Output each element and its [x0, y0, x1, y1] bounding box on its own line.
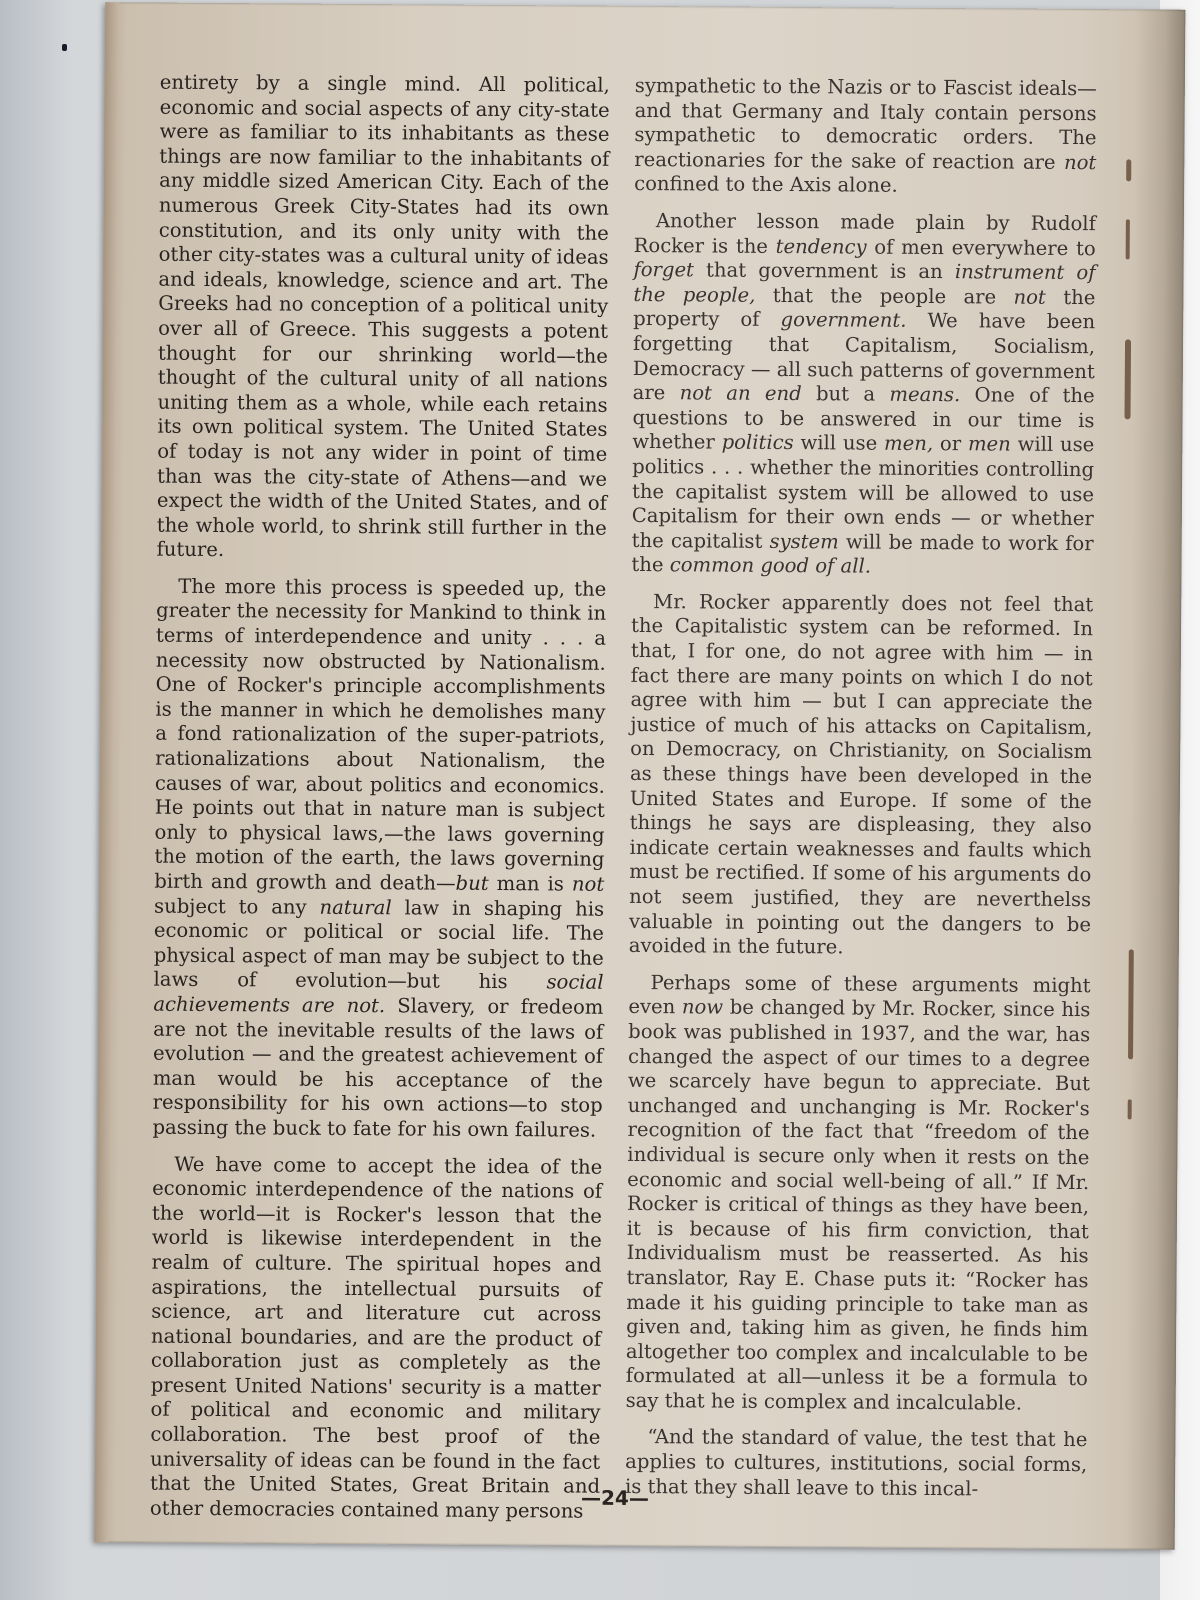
paragraph — [156, 71, 609, 566]
paragraph — [150, 1152, 603, 1524]
paragraph-text: that government is an — [693, 258, 955, 284]
italic-text: not — [1063, 150, 1097, 174]
italic-text: common good of all. — [669, 553, 872, 578]
italic-text: instrument of the people, — [633, 260, 1096, 307]
italic-text: system — [769, 529, 839, 554]
stain-mark — [1126, 159, 1131, 181]
paragraph — [152, 574, 606, 1143]
paragraph-text: law in shaping his economic or political or social life. The physical aspect of man may be subject to the laws of evolution—but his — [153, 895, 605, 994]
italic-text: but — [455, 871, 489, 895]
stain-mark — [1126, 219, 1130, 259]
paragraph-text: entirety by a single mind. All political, economic and social aspects of any city-state were as familiar to its inhabitants as these things are now familiar to the inhabitants of any middle sized American City. Each of the numerous Greek City-States had its own constitution, and its only unity with the other city-states was a cultural unity of ideas and ideals, knowledge, science and art. The Greeks had no conception of a political unity over all of Greece. This suggests a potent thought for our shrinking world—the thought of the cultural unity of all nations uniting them as a whole, while each retains its own political system. The United States of today is not any wider in point of time than was the city-state of Athens—and we expect the width of the United States, and of the whole world, to shrink still further in the future. — [156, 70, 610, 562]
page-number: —24— — [580, 1485, 649, 1511]
paragraph-text: be changed by Mr. Rocker, since his book was published in 1937, and the war, has changed the aspect of our times to a degree we scarcely have begun to appreciate. But unchanged and unchanging is Mr. Rocker's recognition of the fact that “freedom of the individual is secure only when it rests on the economic and social well-being of all.” If Mr. Rocker is critical of things as they have been, it is because of his firm conviction, that Individualism must be reasserted. As his translator, Ray E. Chase puts it: “Rocker has made it his guiding principle to take man as given and, taking him as given, he finds him altogether too complex and incalculable to be formulated at all—unless it be a formula to say that he is complex and incalculable. — [625, 995, 1091, 1415]
paragraph-text: of men everywhere to — [866, 235, 1096, 260]
paragraph-text: The more this process is speeded up, the greater the necessity for Mankind to think in terms of interdependence and unity . . . a necessity now obstructed by Nationalism. One of Rocker's principle accomplishments is the manner in which he demolishes many a fond rationalization of the super-patriots, rationalizations about Nationalism, the causes of war, about politics and economics. He points out that in nature man is subject only to physical laws,—the laws governing the motion of the earth, the laws governing birth and growth and death— — [154, 574, 607, 895]
paragraph-text: or — [933, 432, 969, 456]
italic-text: means. — [889, 382, 961, 407]
stain-mark — [1125, 339, 1132, 419]
paragraph — [629, 590, 1094, 962]
paragraph-text: will use — [793, 431, 885, 456]
ink-speck — [62, 44, 67, 51]
paragraph-text: One of the questions to be answered in our time is whether — [632, 383, 1095, 454]
left-column — [150, 71, 610, 1537]
italic-text: social achievements are not. — [153, 970, 604, 1018]
page-edge — [95, 2, 120, 1542]
paragraph-text: Mr. Rocker apparently does not feel that the Capitalistic system can be reformed. In that, I for one, do not agree with him — in fact there are many points on which I do not agree with him — but I can appreciate the justice of much of his attacks on Capitalism, on Democracy, on Christianity, on Socialism as these things have been developed in the United States and Europe. If some of the things he says are displeasing, they also indicate certain weaknesses and faults which must be rectified. If some of his arguments do not seem justified, they are neverthelss valuable in pointing out the dangers to be avoided in the future. — [628, 589, 1094, 959]
right-column — [625, 74, 1097, 1514]
paragraph-text: We have come to accept the idea of the economic interdependence of the nations of the world—it is Rocker's lesson that the world is likewise interdependent in the realm of culture. The spiritual hopes and aspirations, the intellectual pursuits of science, art and literature cut across national boundaries, and are the product of collaboration just as completely as the present United Nations' security is a matter of political and economic and military collaboration. The best proof of the universality of ideas can be found in the fact that the United States, Great Britain and other democracies contained many persons — [149, 1152, 603, 1523]
paragraph — [634, 74, 1097, 200]
paragraph-text: will be made to work for the — [631, 530, 1094, 577]
paragraph-text: that the people are — [755, 283, 1014, 309]
italic-text: natural — [319, 895, 392, 919]
italic-text: politics — [721, 430, 794, 455]
paragraph — [626, 971, 1091, 1417]
italic-text: now — [681, 995, 724, 1019]
paragraph — [625, 1425, 1088, 1502]
italic-text: men — [967, 432, 1011, 456]
paragraph-text: sympathetic to the Nazis or to Fascist ideals—and that Germany and Italy contain persons sympathetic to democratic orders. The reactionaries for the sake of reaction are — [634, 73, 1097, 174]
paragraph-text: Perhaps some of these arguments might even — [628, 970, 1091, 1019]
paragraph-text: “And the standard of value, the test that he applies to cultures, institutions, social forms, is that they shall leave to this incal- — [624, 1425, 1088, 1501]
italic-text: not — [1013, 285, 1046, 309]
italic-text: not an end — [679, 381, 802, 406]
stain-mark — [1128, 949, 1134, 1059]
italic-text: tendency — [775, 234, 867, 259]
italic-text: government. — [780, 308, 907, 333]
paragraph-text: man is — [488, 871, 573, 896]
paragraph — [631, 209, 1096, 581]
paragraph-text: We have been forgetting that Capitalism, Socialism, Democracy — all such patterns of government are — [632, 309, 1096, 405]
book-page — [95, 2, 1186, 1550]
stain-mark — [1128, 1099, 1132, 1119]
italic-text: not — [571, 872, 605, 896]
paragraph-text: will use politics . . . whether the minorities controlling the capitalist system will be allowed to use Capitalism for their own ends — or whether the capitalist — [631, 432, 1095, 553]
paragraph-text: but a — [801, 382, 890, 406]
italic-text: men, — [883, 432, 934, 456]
paragraph-text: subject to any — [154, 894, 320, 919]
paragraph-text: Slavery, or fredeom are not the inevitable results of the laws of evolution — and the greatest achievement of man would be his acceptance of the responsibility for his own actions—to stop passing the buck to fate for his own failures. — [152, 994, 604, 1142]
paragraph-text: Another lesson made plain by Rudolf Rocker is the — [633, 209, 1096, 258]
paragraph-text: the property of — [633, 285, 1096, 332]
italic-text: forget — [633, 258, 695, 282]
paragraph-text: confined to the Axis alone. — [634, 172, 898, 198]
